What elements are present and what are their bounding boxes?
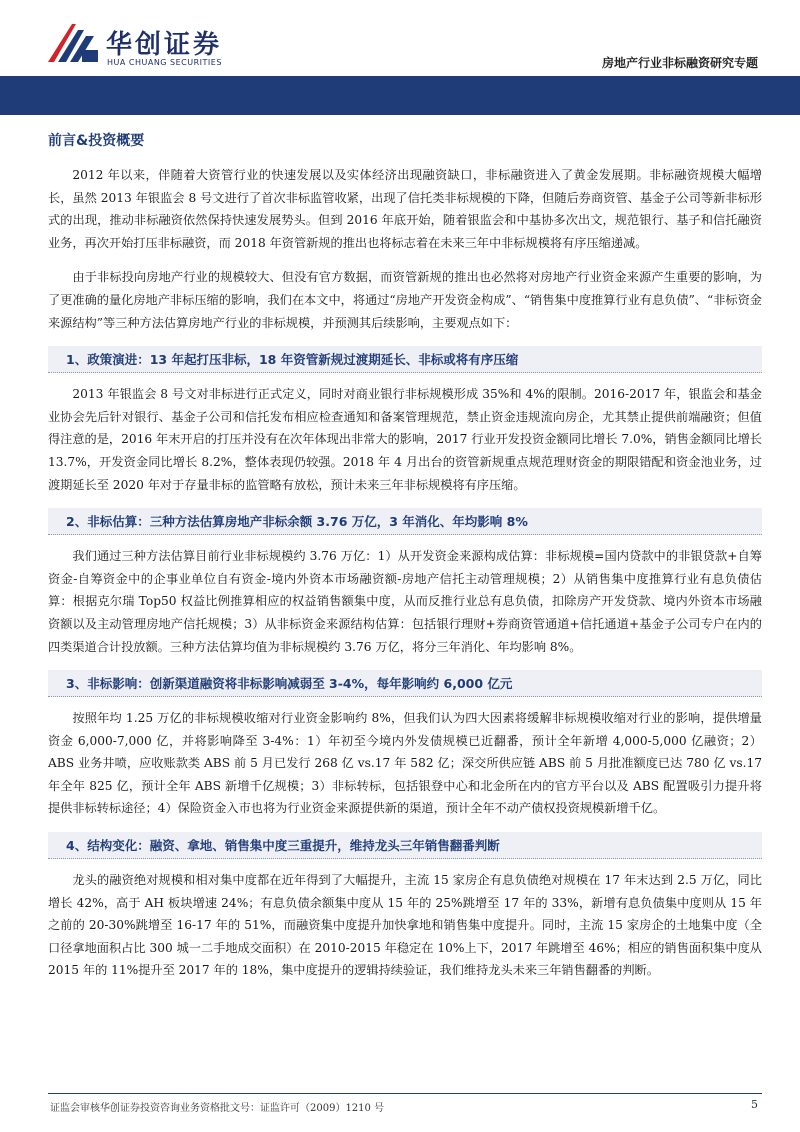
document-title: 房地产行业非标融资研究专题: [601, 56, 758, 70]
intro-paragraph: 由于非标投向房地产行业的规模较大、但没有官方数据，而资管新规的推出也必然将对房地产行业资金来源产生重要的影响，为了更准确的量化房地产非标压缩的影响，我们在本文中，将通过“房地产开发资金构成”、“销售集中度推算行业有息负债”、“非标资金来源结构”等三种方法估算房地产行业的非标规模，并预测其后续影响，主要观点如下：: [48, 270, 762, 330]
main-content: [48, 122, 762, 994]
section-title: 前言&投资概要: [48, 133, 145, 149]
point-body: 2013 年银监会 8 号文对非标进行正式定义，同时对商业银行非标规模形成 35%和 4%的限制。2016-2017 年，银监会和基金业协会先后针对银行、基金子公司和信托发布相应检查通知和备案管理规范，禁止资金违规流向房企，尤其禁止提供前端融资；但值得注意的是，2016 年末开启的打压并没有在次年体现出非常大的影响，2017 行业开发投资金额同比增长 7.0%，销售金额同比增长 13.7%，开发资金同比增长 8.2%，整体表现仍较强。2018 年 4 月出台的资管新规重点规范理财资金的期限错配和资金池业务，过渡期延长至 2020 年对于存量非标的监管略有放松，预计未来三年非标规模将有序压缩。: [48, 387, 762, 492]
brand-name: 华创证券: [106, 30, 223, 60]
header-band: [0, 76, 800, 115]
footer-divider: [48, 1093, 762, 1094]
page-number: 5: [751, 1098, 758, 1111]
point-heading: 4、结构变化：融资、拿地、销售集中度三重提升，维持龙头三年销售翻番判断: [48, 832, 762, 859]
point-heading: 3、非标影响：创新渠道融资将非标影响减弱至 3-4%，每年影响约 6,000 亿元: [48, 670, 762, 697]
point-body: 我们通过三种方法估算目前行业非标规模约 3.76 万亿：1）从开发资金来源构成估算：非标规模=国内贷款中的非银贷款+自筹资金-自筹资金中的企事业单位自有资金-境内外资本市场融资额-房地产信托主动管理规模；2）从销售集中度推算行业有息负债估算：根据克尔瑞 Top50 权益比例推算相应的权益销售额集中度，从而反推行业总有息负债，扣除房产开发贷款、境内外资本市场融资额以及主动管理房地产信托规模；3）从非标资金来源结构估算：包括银行理财+券商资管通道+信托通道+基金子公司专户在内的四类渠道合计投放额。三种方法估算均值为非标规模约 3.76 万亿，将分三年消化、年均影响 8%。: [48, 549, 762, 654]
point-body: 龙头的融资绝对规模和相对集中度都在近年得到了大幅提升，主流 15 家房企有息负债绝对规模在 17 年末达到 2.5 万亿，同比增长 42%，高于 AH 板块增速 24%；有息负债余额集中度从 15 年的 25%跳增至 17 年的 33%，新增有息负债集中度则从 15 年之前的 20-30%跳增至 16-17 年的 51%，而融资集中度提升加快拿地和销售集中度提升。同时，主流 15 家房企的土地集中度（全口径拿地面积占比 300 城一二手地成交面积）在 2010-2015 年稳定在 10%上下，2017 年跳增至 46%；相应的销售面积集中度从 2015 年的 11%提升至 2017 年的 18%，集中度提升的逻辑持续验证，我们维持龙头未来三年销售翻番的判断。: [48, 873, 762, 978]
point-heading: 1、政策演进：13 年起打压非标，18 年资管新规过渡期延长、非标或将有序压缩: [48, 346, 762, 373]
page-header: [0, 0, 800, 118]
footer-license: 证监会审核华创证券投资咨询业务资格批文号：证监许可（2009）1210 号: [50, 1103, 385, 1114]
point-body: 按照年均 1.25 万亿的非标规模收缩对行业资金影响约 8%，但我们认为四大因素将缓解非标规模收缩对行业的影响，提供增量资金 6,000-7,000 亿，并将影响降至 3-4%：1）年初至今境内外发债规模已近翻番，预计全年新增 4,000-5,000 亿融资；2）ABS 业务井喷，应收账款类 ABS 前 5 月已发行 268 亿 vs.17 年 582 亿；深交所供应链 ABS 前 5 月批准额度已达 780 亿 vs.17 年全年 825 亿，预计全年 ABS 新增千亿规模；3）非标转标，包括银登中心和北金所在内的官方平台以及 ABS 配置吸引力提升将提供非标转标途径；4）保险资金入市也将为行业资金来源提供新的渠道，预计全年不动产债权投资规模新增千亿。: [48, 711, 762, 816]
brand-name-en: HUA CHUANG SECURITIES: [107, 58, 222, 67]
company-logo-icon: [46, 22, 100, 66]
point-heading: 2、非标估算：三种方法估算房地产非标余额 3.76 万亿，3 年消化、年均影响 8%: [48, 508, 762, 535]
intro-paragraph: 2012 年以来，伴随着大资管行业的快速发展以及实体经济出现融资缺口，非标融资进入了黄金发展期。非标融资规模大幅增长，虽然 2013 年银监会 8 号文进行了首次非标监管收紧，出现了信托类非标规模的下降，但随后券商资管、基金子公司等新非标形式的出现，推动非标融资依然保持快速发展势头。但到 2016 年底开始，随着银监会和中基协多次出文，规范银行、基子和信托融资业务，再次开始打压非标融资，而 2018 年资管新规的推出也将标志着在未来三年中非标规模将有序压缩递减。: [48, 168, 762, 250]
